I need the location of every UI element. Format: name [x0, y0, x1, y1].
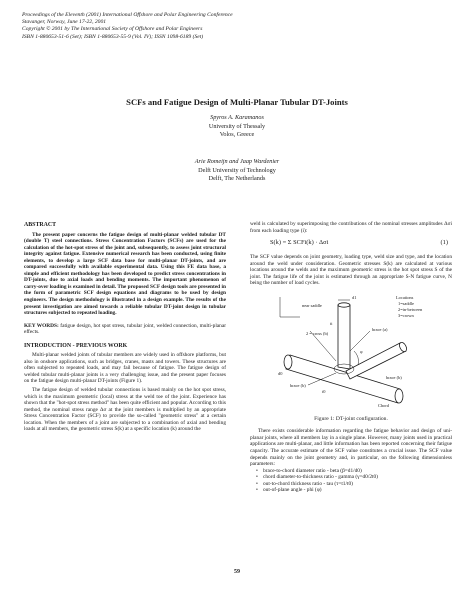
brace-a-end: [338, 303, 350, 307]
angle-arc: [354, 351, 359, 365]
list-item: • out-to-chord thickness ratio - tau (τ=t1/t0): [256, 481, 452, 488]
author-names: Arie Romeijn and Jaap Wardenier: [194, 158, 280, 165]
proceedings-line: Stavanger, Norway, June 17-22, 2001: [22, 19, 107, 26]
label-angle-phi: φ: [360, 348, 363, 354]
abstract-heading: ABSTRACT: [24, 222, 57, 228]
label-near-saddle: near saddle: [302, 302, 322, 308]
parameter-list: [250, 468, 452, 494]
label-d1: d1: [352, 294, 357, 300]
introduction-paragraph: The fatigue design of welded tubular connections is based mainly on the hot spot stress, which is the maximum geometric (local) stress at the weld toe of the joint. Experience has shown that the "hot-spot stress method" has been quite efficient and popular. According to this method, the nominal stress range Δσ at the joint members is multiplied by an appropriate Stress Concentration Factor (SCF) to provide the so-called "geometric stress" at a certain location. When the members of a joint are subjected to a combination of axial and bending loads at all members, the geometric stress S(k) at a specific location (k) around the: [24, 387, 226, 433]
body-paragraph: weld is calculated by superimposing the contributions of the nominal stresses amplitudes Δσi from each loading type (i):: [250, 221, 452, 234]
leader-line: [350, 331, 370, 351]
equation-number: (1): [440, 239, 448, 247]
page-number: 59: [234, 569, 240, 575]
paper-title: SCFs and Fatigue Design of Multi-Planar Tubular DT-Joints: [126, 97, 348, 107]
proceedings-line: Proceedings of the Eleventh (2001) International Offshore and Polar Engineering Conference: [22, 12, 233, 18]
label-cross: 2 = cross (b): [306, 330, 329, 336]
left-column: [24, 222, 226, 435]
body-paragraph: The SCF value depends on joint geometry, loading type, weld size and type, and the location around the weld under consideration. Geometric stresses S(k) are calculated at various locations around the welds and the maximum geometric stress is the hot spot stress S of the joint. The fatigue life of the joint is estimated through an appropriate S-N fatigue curve, N being the number of load cycles.: [250, 254, 452, 287]
keywords-label: KEY WORDS:: [24, 322, 59, 329]
equation-expression: S(k) = Σ SCFi(k) · Δσi: [270, 239, 329, 247]
label-brace-b-right: brace (b): [386, 374, 402, 380]
label-chord: Chord: [378, 402, 389, 408]
proceedings-header: [22, 12, 442, 41]
author-block-2: [0, 158, 474, 184]
equation-1: [250, 237, 452, 251]
right-column: [250, 221, 452, 494]
keywords-text: fatigue design, hot spot stress, tubular joint, welded connection, multi-planar effects.: [24, 322, 226, 336]
author-affiliation: University of Thessaly: [208, 122, 266, 130]
author-location: Volos, Greece: [219, 131, 255, 139]
introduction-paragraph: Multi-planar welded joints of tubular members are widely used in offshore platforms, but also in onshore applications, such as bridges, cranes, masts and towers. These structures are often subjected to repeated loads, and may fail because of fatigue. The fatigue design of welded tubular multi-planar joints is a very challenging issue, and the present paper focuses on the fatigue design multi-planar DT-joints (Figure 1).: [24, 352, 226, 385]
proceedings-line: Copyright © 2001 by The International Society of Offshore and Polar Engineers: [22, 26, 203, 33]
author-location: Delft, The Netherlands: [208, 175, 266, 183]
proceedings-line: ISBN 1-880653-51-6 (Set); ISBN 1-880653-55-9 (Vol. IV); ISSN 1098-6189 (Set): [22, 33, 204, 40]
keywords: [24, 323, 226, 336]
label-d0: d0: [278, 370, 283, 376]
body-paragraph: There exists considerable information regarding the fatigue behavior and design of uni-planar joints, where all members lay in a single plane. However, many joints used in practical applications are multi-planar, and little information has been reported concerning their fatigue capacity. The accurate estimate of the SCF value constitutes a crucial issue. The SCF value depends mainly on the joint geometry and, in particular, on the following dimensionless parameters:: [250, 428, 452, 468]
label-location-3: 3=crown: [398, 312, 414, 318]
brace-b-tube: [346, 343, 406, 379]
author-affiliation: Delft University of Technology: [198, 166, 276, 174]
brace-a-tube: [338, 305, 350, 369]
label-ti: ti: [330, 320, 333, 326]
label-location-2: 2=in-between: [398, 306, 423, 312]
introduction-heading: INTRODUCTION - PREVIOUS WORK: [24, 342, 128, 349]
abstract-text: The present paper concerns the fatigue design of multi-planar welded tubular DT (double T) steel connections. Stress Concentration Factors (SCFs) are used for the calculation of the hot-spot stress of the joint and, subsequently, to assess joint structural integrity against fatigue. Extensive numerical research has been conducted, using finite elements, to develop a large SCF data base for multi-planar DT-joints, and are compared successfully with available experimental data. Using this FE data base, a simple and efficient methodology has been developed to predict stress concentrations in DT-joints, due to axial loads and bending moments. The important phenomenon of carry-over loading is examined in detail. The proposed SCF design tools are presented in the form of parametric SCF design equations and diagrams to be used by design engineers. The design methodology is illustrated in a design example. The results of the present investigation are aimed towards a reliable tubular DT-joint design in tubular structures subjected to repeated loading.: [24, 231, 226, 317]
label-brace-b: brace (b): [290, 382, 306, 388]
label-t0: t0: [322, 388, 326, 394]
list-item: • brace-to-chord diameter ratio - beta (β=d1/d0): [256, 468, 452, 475]
author-names: Spyros A. Karamanos: [210, 114, 264, 121]
label-locations: Locations: [396, 294, 414, 300]
list-item: • chord diameter-to-thickness ratio - gamma (γ=d0/2t0): [256, 474, 452, 481]
figure-caption: Figure 1: DT-joint configuration.: [314, 415, 388, 422]
label-brace-a: brace (a): [372, 326, 388, 332]
chord-end: [284, 355, 292, 369]
label-location-1: 1=saddle: [398, 300, 414, 306]
chord-end: [395, 389, 403, 403]
list-item: • out-of-plane angle - phi (φ): [256, 487, 452, 494]
author-block-1: [0, 114, 474, 140]
dt-joint-figure: [250, 291, 452, 413]
